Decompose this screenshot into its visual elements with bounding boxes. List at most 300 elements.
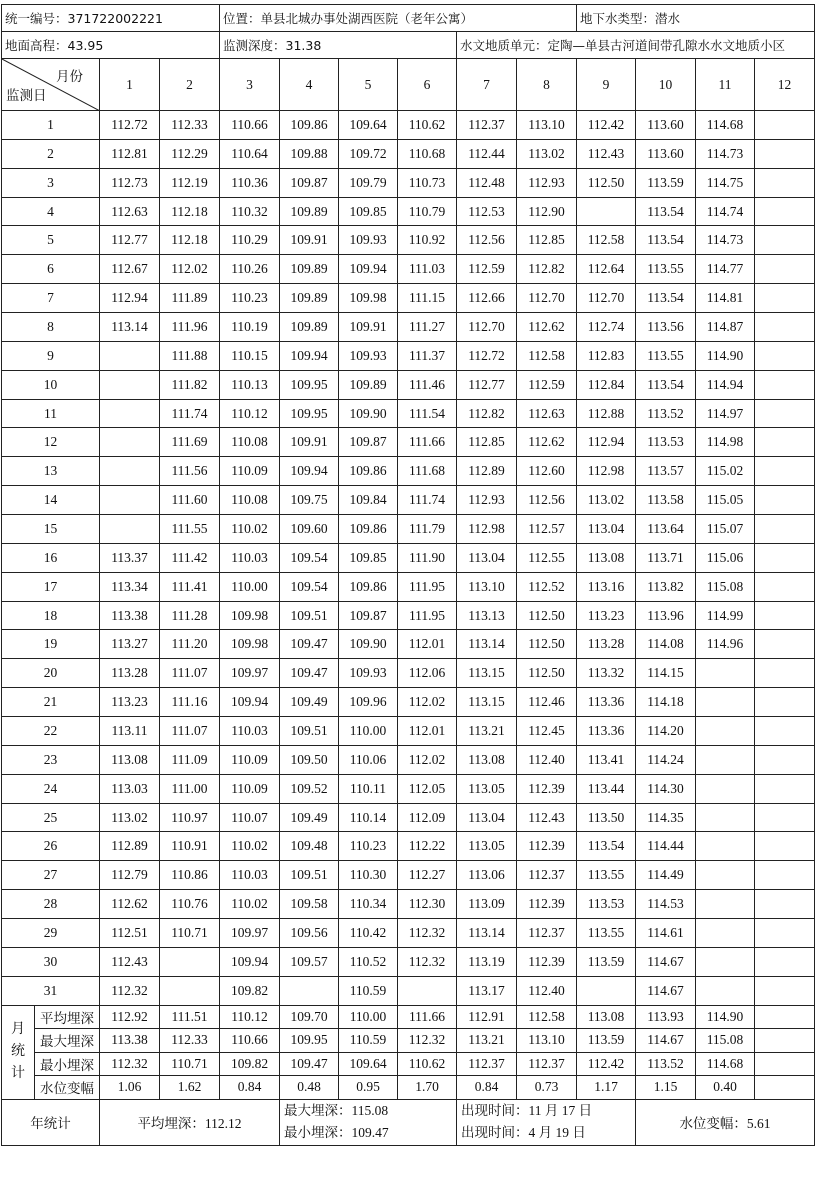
- stat-value: 0.48: [280, 1076, 339, 1100]
- depth-cell: 110.76: [160, 890, 220, 919]
- stat-label: 水位变幅: [35, 1076, 100, 1100]
- depth-cell: 113.38: [100, 601, 160, 630]
- depth-cell: 111.42: [160, 543, 220, 572]
- max-depth-time: 出现时间：11 月 17 日: [461, 1103, 593, 1119]
- depth-cell: 109.93: [339, 659, 398, 688]
- stat-value: 110.62: [398, 1052, 457, 1076]
- depth-cell: 109.50: [280, 745, 339, 774]
- depth-cell: 114.68: [696, 111, 755, 140]
- depth-cell: 113.14: [457, 630, 517, 659]
- day-label: 26: [2, 832, 100, 861]
- depth-cell: 113.82: [636, 572, 696, 601]
- depth-cell: 111.27: [398, 313, 457, 342]
- table-row: [2, 111, 815, 140]
- table-row: [2, 139, 815, 168]
- depth-cell: 114.67: [636, 947, 696, 976]
- depth-cell: [100, 399, 160, 428]
- depth-cell: 110.86: [160, 861, 220, 890]
- table-row: [2, 486, 815, 515]
- depth-cell: 109.85: [339, 197, 398, 226]
- depth-cell: 110.97: [160, 803, 220, 832]
- depth-cell: 113.06: [457, 861, 517, 890]
- depth-cell: 109.57: [280, 947, 339, 976]
- depth-cell: 111.95: [398, 601, 457, 630]
- depth-cell: 111.00: [160, 774, 220, 803]
- depth-cell: 112.79: [100, 861, 160, 890]
- depth-cell: 109.48: [280, 832, 339, 861]
- depth-cell: 110.68: [398, 139, 457, 168]
- stat-value: 109.47: [280, 1052, 339, 1076]
- day-label: 10: [2, 370, 100, 399]
- stat-value: 109.95: [280, 1029, 339, 1053]
- depth-cell: 112.51: [100, 919, 160, 948]
- depth-cell: 114.77: [696, 255, 755, 284]
- depth-cell: [755, 370, 815, 399]
- stat-value: 109.64: [339, 1052, 398, 1076]
- depth-cell: 109.85: [339, 543, 398, 572]
- depth-cell: 110.08: [220, 486, 280, 515]
- depth-cell: 110.12: [220, 399, 280, 428]
- depth-cell: 109.90: [339, 630, 398, 659]
- table-row: [2, 919, 815, 948]
- depth-cell: 109.94: [280, 341, 339, 370]
- depth-cell: 109.47: [280, 630, 339, 659]
- depth-cell: 110.14: [339, 803, 398, 832]
- depth-cell: 109.60: [280, 515, 339, 544]
- stat-value: 112.37: [457, 1052, 517, 1076]
- depth-cell: 109.56: [280, 919, 339, 948]
- day-label: 22: [2, 717, 100, 746]
- depth-cell: 113.14: [100, 313, 160, 342]
- yearly-min-depth: 最小埋深：109.47: [284, 1125, 389, 1141]
- depth-cell: 111.69: [160, 428, 220, 457]
- depth-cell: 112.63: [100, 197, 160, 226]
- stat-value: 113.10: [517, 1029, 577, 1053]
- depth-cell: 109.97: [220, 919, 280, 948]
- depth-cell: 112.01: [398, 630, 457, 659]
- day-label: 29: [2, 919, 100, 948]
- depth-cell: [755, 543, 815, 572]
- depth-cell: 115.08: [696, 572, 755, 601]
- month-header-11: 11: [696, 59, 755, 111]
- depth-cell: 113.04: [457, 543, 517, 572]
- stat-value: 110.66: [220, 1029, 280, 1053]
- depth-cell: 109.58: [280, 890, 339, 919]
- depth-cell: 113.27: [100, 630, 160, 659]
- stat-value: 0.95: [339, 1076, 398, 1100]
- depth-cell: 112.02: [398, 688, 457, 717]
- depth-cell: 113.60: [636, 139, 696, 168]
- depth-cell: 114.44: [636, 832, 696, 861]
- depth-cell: 115.06: [696, 543, 755, 572]
- depth-cell: 113.71: [636, 543, 696, 572]
- stat-value: 1.06: [100, 1076, 160, 1100]
- table-row: [2, 861, 815, 890]
- stat-value: 110.59: [339, 1029, 398, 1053]
- depth-cell: 111.28: [160, 601, 220, 630]
- table-row: [2, 399, 815, 428]
- day-label: 13: [2, 457, 100, 486]
- depth-cell: 112.62: [517, 428, 577, 457]
- stat-value: 111.66: [398, 1005, 457, 1029]
- corner-cell: [2, 59, 100, 111]
- day-label: 12: [2, 428, 100, 457]
- depth-cell: 110.19: [220, 313, 280, 342]
- depth-cell: 113.15: [457, 659, 517, 688]
- depth-cell: [755, 313, 815, 342]
- depth-cell: 111.66: [398, 428, 457, 457]
- depth-cell: 110.15: [220, 341, 280, 370]
- depth-cell: 112.82: [457, 399, 517, 428]
- depth-cell: 109.86: [339, 572, 398, 601]
- depth-cell: 113.04: [577, 515, 636, 544]
- depth-cell: 112.44: [457, 139, 517, 168]
- depth-cell: 113.36: [577, 717, 636, 746]
- depth-cell: 113.37: [100, 543, 160, 572]
- depth-cell: 109.89: [339, 370, 398, 399]
- depth-cell: 113.05: [457, 832, 517, 861]
- day-label: 15: [2, 515, 100, 544]
- depth-cell: 113.44: [577, 774, 636, 803]
- month-header-8: 8: [517, 59, 577, 111]
- depth-cell: 110.03: [220, 717, 280, 746]
- depth-cell: 113.23: [100, 688, 160, 717]
- depth-cell: [100, 457, 160, 486]
- depth-cell: 112.19: [160, 168, 220, 197]
- depth-cell: [755, 168, 815, 197]
- stat-value: 112.32: [100, 1052, 160, 1076]
- depth-cell: 112.29: [160, 139, 220, 168]
- depth-cell: 109.91: [280, 428, 339, 457]
- depth-cell: 112.72: [100, 111, 160, 140]
- depth-cell: 111.20: [160, 630, 220, 659]
- month-header-12: 12: [755, 59, 815, 111]
- monthly-stats-label: [2, 1005, 35, 1099]
- stat-value: 112.42: [577, 1052, 636, 1076]
- depth-cell: 109.95: [280, 370, 339, 399]
- stat-value: 112.91: [457, 1005, 517, 1029]
- depth-cell: 112.43: [577, 139, 636, 168]
- depth-cell: 113.55: [577, 861, 636, 890]
- depth-cell: 112.70: [577, 284, 636, 313]
- station-location: 位置：单县北城办事处湖西医院（老年公寓）: [220, 5, 577, 32]
- depth-cell: 110.42: [339, 919, 398, 948]
- depth-cell: 111.46: [398, 370, 457, 399]
- depth-cell: 111.89: [160, 284, 220, 313]
- depth-cell: 112.77: [457, 370, 517, 399]
- depth-cell: 111.56: [160, 457, 220, 486]
- depth-cell: [755, 399, 815, 428]
- depth-cell: [100, 370, 160, 399]
- depth-cell: 111.68: [398, 457, 457, 486]
- depth-cell: 112.90: [517, 197, 577, 226]
- depth-cell: 113.54: [636, 226, 696, 255]
- depth-cell: 114.20: [636, 717, 696, 746]
- day-label: 30: [2, 947, 100, 976]
- monthly-stats-label-char: 统: [11, 1044, 25, 1060]
- depth-cell: 109.95: [280, 399, 339, 428]
- depth-cell: [755, 572, 815, 601]
- depth-cell: 113.55: [636, 341, 696, 370]
- depth-cell: 114.74: [696, 197, 755, 226]
- depth-cell: 110.08: [220, 428, 280, 457]
- depth-cell: [100, 486, 160, 515]
- stat-value: 113.59: [577, 1029, 636, 1053]
- depth-cell: 111.55: [160, 515, 220, 544]
- day-label: 8: [2, 313, 100, 342]
- depth-cell: [160, 947, 220, 976]
- yearly-stats-label: 年统计: [2, 1099, 100, 1145]
- table-row: [2, 428, 815, 457]
- header-row-1: [2, 5, 815, 32]
- depth-cell: 112.32: [100, 976, 160, 1005]
- depth-cell: 113.28: [100, 659, 160, 688]
- depth-cell: 109.64: [339, 111, 398, 140]
- depth-cell: 112.82: [517, 255, 577, 284]
- table-row: [2, 341, 815, 370]
- depth-cell: 112.45: [517, 717, 577, 746]
- depth-cell: 111.37: [398, 341, 457, 370]
- depth-cell: [755, 630, 815, 659]
- depth-cell: [755, 284, 815, 313]
- stat-value: 110.71: [160, 1052, 220, 1076]
- table-row: [2, 630, 815, 659]
- day-label: 23: [2, 745, 100, 774]
- depth-cell: 111.82: [160, 370, 220, 399]
- day-label: 31: [2, 976, 100, 1005]
- depth-cell: 112.40: [517, 745, 577, 774]
- stat-value: 112.33: [160, 1029, 220, 1053]
- yearly-occurrence-times: [457, 1099, 636, 1145]
- depth-cell: 112.98: [577, 457, 636, 486]
- depth-cell: 113.02: [100, 803, 160, 832]
- monthly-stats-label-char: 月: [11, 1022, 25, 1038]
- depth-cell: 112.39: [517, 890, 577, 919]
- depth-cell: 112.37: [517, 861, 577, 890]
- depth-cell: 110.34: [339, 890, 398, 919]
- depth-cell: 110.09: [220, 774, 280, 803]
- depth-cell: [755, 197, 815, 226]
- day-label: 6: [2, 255, 100, 284]
- monitoring-table: [1, 4, 815, 1146]
- depth-cell: 114.81: [696, 284, 755, 313]
- stat-value: 112.58: [517, 1005, 577, 1029]
- depth-cell: 113.96: [636, 601, 696, 630]
- depth-cell: 110.11: [339, 774, 398, 803]
- depth-cell: 113.56: [636, 313, 696, 342]
- depth-cell: [100, 428, 160, 457]
- depth-cell: [577, 197, 636, 226]
- depth-cell: 113.19: [457, 947, 517, 976]
- depth-cell: 109.54: [280, 543, 339, 572]
- depth-cell: [755, 803, 815, 832]
- day-label: 1: [2, 111, 100, 140]
- depth-cell: 112.05: [398, 774, 457, 803]
- depth-cell: [755, 486, 815, 515]
- depth-cell: 112.30: [398, 890, 457, 919]
- depth-cell: [160, 976, 220, 1005]
- depth-cell: 114.18: [636, 688, 696, 717]
- depth-cell: 112.01: [398, 717, 457, 746]
- depth-cell: 110.92: [398, 226, 457, 255]
- table-row: [2, 832, 815, 861]
- depth-cell: 113.57: [636, 457, 696, 486]
- depth-cell: 113.08: [100, 745, 160, 774]
- stat-value: 0.73: [517, 1076, 577, 1100]
- depth-cell: 112.33: [160, 111, 220, 140]
- depth-cell: 111.15: [398, 284, 457, 313]
- month-axis-label: 月份: [56, 69, 83, 84]
- depth-cell: 110.02: [220, 515, 280, 544]
- table-row: [2, 543, 815, 572]
- month-header-4: 4: [280, 59, 339, 111]
- depth-cell: [755, 659, 815, 688]
- day-label: 14: [2, 486, 100, 515]
- month-header-1: 1: [100, 59, 160, 111]
- depth-cell: 110.36: [220, 168, 280, 197]
- depth-cell: 112.72: [457, 341, 517, 370]
- depth-cell: 112.60: [517, 457, 577, 486]
- depth-cell: 113.15: [457, 688, 517, 717]
- depth-cell: 111.54: [398, 399, 457, 428]
- day-label: 9: [2, 341, 100, 370]
- day-label: 18: [2, 601, 100, 630]
- depth-cell: 113.52: [636, 399, 696, 428]
- depth-cell: 114.73: [696, 139, 755, 168]
- depth-cell: 113.10: [517, 111, 577, 140]
- depth-cell: 113.03: [100, 774, 160, 803]
- depth-cell: 112.83: [577, 341, 636, 370]
- depth-cell: 112.18: [160, 226, 220, 255]
- depth-cell: 112.66: [457, 284, 517, 313]
- stat-value: [755, 1076, 815, 1100]
- depth-cell: 109.86: [280, 111, 339, 140]
- depth-cell: 109.96: [339, 688, 398, 717]
- stat-value: 114.68: [696, 1052, 755, 1076]
- depth-cell: 109.98: [339, 284, 398, 313]
- depth-cell: 113.09: [457, 890, 517, 919]
- depth-cell: 113.28: [577, 630, 636, 659]
- depth-cell: [755, 428, 815, 457]
- depth-cell: 110.23: [220, 284, 280, 313]
- depth-cell: 109.98: [220, 630, 280, 659]
- day-label: 21: [2, 688, 100, 717]
- depth-cell: [280, 976, 339, 1005]
- month-header-5: 5: [339, 59, 398, 111]
- depth-cell: 111.88: [160, 341, 220, 370]
- day-label: 16: [2, 543, 100, 572]
- depth-cell: 109.49: [280, 803, 339, 832]
- table-row: [2, 313, 815, 342]
- depth-cell: [577, 976, 636, 1005]
- day-label: 4: [2, 197, 100, 226]
- depth-cell: 109.52: [280, 774, 339, 803]
- depth-cell: [696, 947, 755, 976]
- depth-cell: [755, 919, 815, 948]
- depth-cell: [696, 919, 755, 948]
- depth-cell: 110.02: [220, 832, 280, 861]
- depth-cell: [755, 717, 815, 746]
- day-label: 19: [2, 630, 100, 659]
- stat-label: 最大埋深: [35, 1029, 100, 1053]
- depth-cell: 112.59: [517, 370, 577, 399]
- depth-cell: 110.64: [220, 139, 280, 168]
- depth-cell: [696, 832, 755, 861]
- stat-value: 112.37: [517, 1052, 577, 1076]
- stat-value: 112.92: [100, 1005, 160, 1029]
- day-label: 28: [2, 890, 100, 919]
- depth-cell: 109.93: [339, 226, 398, 255]
- depth-cell: 114.30: [636, 774, 696, 803]
- stat-value: 113.52: [636, 1052, 696, 1076]
- depth-cell: 109.94: [280, 457, 339, 486]
- depth-cell: 111.74: [160, 399, 220, 428]
- depth-cell: 111.16: [160, 688, 220, 717]
- header-row-2: [2, 32, 815, 59]
- depth-cell: 110.66: [220, 111, 280, 140]
- depth-cell: 112.52: [517, 572, 577, 601]
- stat-value: 113.08: [577, 1005, 636, 1029]
- depth-cell: 112.18: [160, 197, 220, 226]
- depth-cell: 113.16: [577, 572, 636, 601]
- day-label: 27: [2, 861, 100, 890]
- depth-cell: 112.48: [457, 168, 517, 197]
- depth-cell: [398, 976, 457, 1005]
- depth-cell: 113.21: [457, 717, 517, 746]
- depth-cell: 109.79: [339, 168, 398, 197]
- stat-value: 110.00: [339, 1005, 398, 1029]
- table-row: [2, 688, 815, 717]
- table-row: [2, 197, 815, 226]
- depth-cell: 109.94: [220, 688, 280, 717]
- day-axis-label: 监测日: [6, 88, 47, 103]
- depth-cell: [696, 861, 755, 890]
- depth-cell: 112.58: [577, 226, 636, 255]
- depth-cell: 112.37: [457, 111, 517, 140]
- depth-cell: 111.09: [160, 745, 220, 774]
- month-header-9: 9: [577, 59, 636, 111]
- day-label: 20: [2, 659, 100, 688]
- depth-cell: [755, 688, 815, 717]
- depth-cell: 112.46: [517, 688, 577, 717]
- depth-cell: 114.75: [696, 168, 755, 197]
- depth-cell: 114.90: [696, 341, 755, 370]
- depth-cell: 112.59: [457, 255, 517, 284]
- depth-cell: 112.27: [398, 861, 457, 890]
- yearly-level-range: 水位变幅：5.61: [636, 1099, 815, 1145]
- monthly-stat-row: [2, 1076, 815, 1100]
- depth-cell: [696, 890, 755, 919]
- depth-cell: [696, 688, 755, 717]
- depth-cell: 109.86: [339, 515, 398, 544]
- month-header-3: 3: [220, 59, 280, 111]
- stat-value: 0.40: [696, 1076, 755, 1100]
- day-label: 2: [2, 139, 100, 168]
- day-label: 17: [2, 572, 100, 601]
- depth-cell: 109.88: [280, 139, 339, 168]
- depth-cell: 113.60: [636, 111, 696, 140]
- table-row: [2, 370, 815, 399]
- yearly-max-depth: 最大埋深：115.08: [284, 1103, 389, 1119]
- stat-value: 0.84: [220, 1076, 280, 1100]
- depth-cell: 112.55: [517, 543, 577, 572]
- depth-cell: 110.79: [398, 197, 457, 226]
- depth-cell: 112.02: [398, 745, 457, 774]
- depth-cell: 114.35: [636, 803, 696, 832]
- station-id: 统一编号：371722002221: [2, 5, 220, 32]
- depth-cell: 112.39: [517, 774, 577, 803]
- hydrogeologic-unit: 水文地质单元：定陶—单县古河道间带孔隙水水文地质小区: [457, 32, 815, 59]
